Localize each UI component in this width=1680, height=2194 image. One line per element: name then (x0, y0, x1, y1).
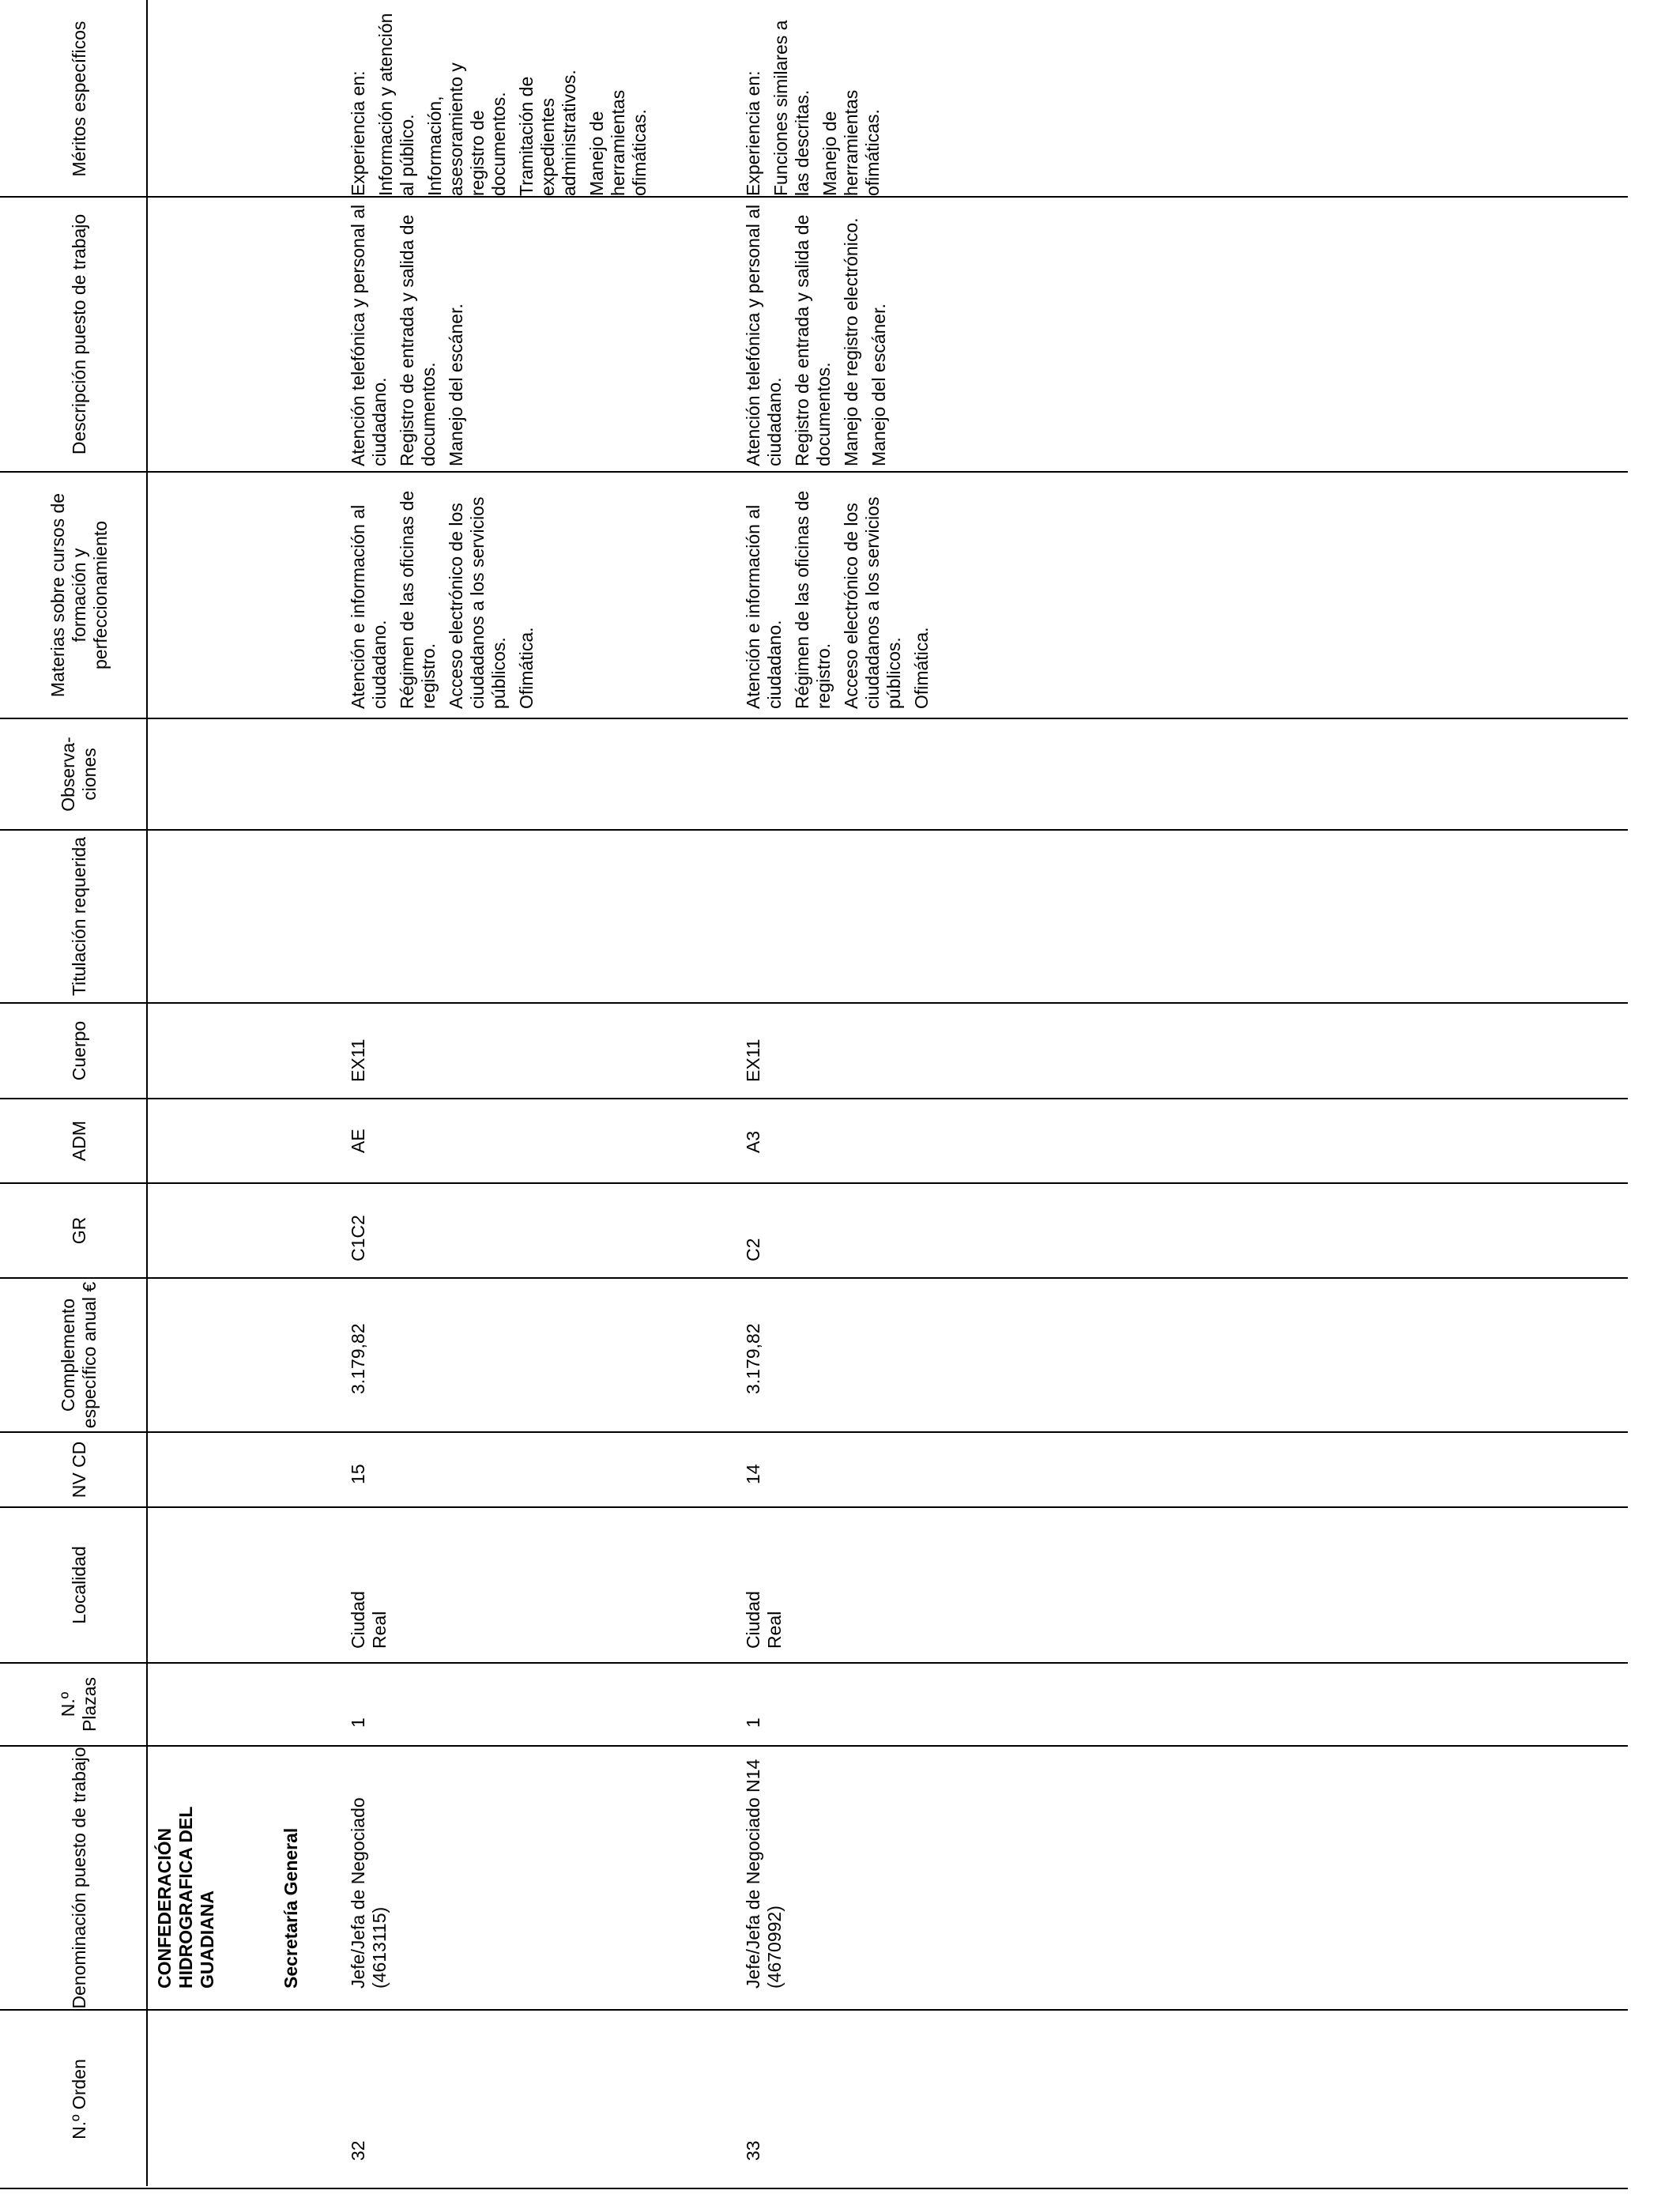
column-divider (0, 1182, 1628, 1184)
list-item: Manejo de registro electrónico. (841, 217, 861, 466)
column-divider (0, 1506, 1628, 1508)
list-item: Régimen de las oficinas de registro. (397, 490, 439, 709)
column-divider (0, 2009, 1628, 2011)
row-32-cuerpo: EX11 (348, 1039, 368, 1082)
header-observaciones: Observa-ciones (58, 737, 100, 812)
list-item: Atención e información al ciudadano. (348, 504, 390, 709)
list-item: Manejo del escáner. (868, 303, 889, 466)
row-32-materias (348, 480, 544, 709)
row-32-orden: 32 (348, 2140, 368, 2161)
row-32-complemento: 3.179,82 (348, 1323, 368, 1394)
column-divider (0, 1098, 1628, 1099)
row-33-plazas: 1 (743, 1717, 763, 1728)
column-divider (0, 829, 1628, 831)
row-33-orden: 33 (743, 2140, 763, 2161)
row-33-grupo: C2 (743, 1238, 763, 1261)
row-33-descripcion (743, 199, 896, 466)
row-32-adm: AE (348, 1129, 368, 1153)
row-32-plazas: 1 (348, 1717, 368, 1728)
header-denominacion: Denominación puesto de trabajo (68, 1747, 89, 2009)
header-materias: Materias sobre cursos de formación y perfeccionamiento (47, 492, 111, 698)
row-32-descripcion (348, 199, 473, 466)
row-33-cuerpo: EX11 (743, 1039, 763, 1082)
row-33-adm: A3 (743, 1130, 763, 1153)
row-32-localidad: Ciudad Real (348, 1591, 390, 1649)
row-33-complemento: 3.179,82 (743, 1323, 763, 1394)
header-grupo: GR (68, 1216, 89, 1245)
list-item: Ofimática. (911, 627, 932, 709)
row-33-materias (743, 480, 939, 709)
list-item: Acceso electrónico de los ciudadanos a los servicios públicos. (841, 496, 904, 709)
header-complemento: Complemento específico anual € (58, 1281, 100, 1429)
list-item: Funciones similares a las descritas. (770, 20, 812, 196)
row-33-meritos (743, 2, 890, 196)
list-item: Atención e información al ciudadano. (743, 504, 785, 709)
list-item: Experiencia en: (743, 70, 763, 196)
header-bottom-border (146, 0, 148, 2186)
header-plazas: N.º Plazas (58, 1676, 100, 1732)
row-32-nivel: 15 (348, 1464, 368, 1484)
list-item: Tramitación de expedientes administrativos. (516, 70, 579, 196)
header-localidad: Localidad (68, 1546, 89, 1624)
list-item: Ofimática. (516, 627, 537, 709)
header-nivel: NV CD (68, 1441, 89, 1498)
list-item: Registro de entrada y salida de documentos. (397, 214, 439, 466)
column-divider (0, 1431, 1628, 1433)
list-item: Régimen de las oficinas de registro. (792, 490, 834, 709)
header-adm: ADM (68, 1120, 89, 1162)
header-descripcion: Descripción puesto de trabajo (68, 213, 89, 455)
header-meritos: Méritos específicos (68, 21, 89, 177)
column-divider (0, 1745, 1628, 1747)
column-divider (0, 471, 1628, 473)
list-item: Manejo de herramientas ofimáticas. (586, 89, 650, 196)
column-divider (0, 1002, 1628, 1004)
column-divider (0, 1662, 1628, 1664)
list-item: Atención telefónica y personal al ciudadano. (348, 204, 390, 466)
list-item: Manejo del escáner. (446, 303, 466, 466)
table-left-border (0, 2188, 1628, 2189)
column-divider (0, 196, 1628, 198)
list-item: Acceso electrónico de los ciudadanos a los servicios públicos. (446, 496, 509, 709)
row-33-nivel: 14 (743, 1464, 763, 1484)
list-item: Información y atención al público. (375, 13, 417, 196)
unidad-heading: Secretaría General (281, 1827, 301, 1989)
header-cuerpo: Cuerpo (68, 1020, 89, 1081)
list-item: Información, asesoramiento y registro de documentos. (424, 62, 509, 196)
column-divider (0, 718, 1628, 719)
list-item: Experiencia en: (348, 70, 368, 196)
list-item: Manejo de herramientas ofimáticas. (819, 89, 883, 196)
row-33-denominacion: Jefe/Jefa de Negociado N14 (4670992) (743, 1759, 785, 1989)
row-32-grupo: C1C2 (348, 1215, 368, 1261)
header-titulacion: Titulación requerida (68, 836, 89, 997)
list-item: Atención telefónica y personal al ciudadano. (743, 204, 785, 466)
row-33-localidad: Ciudad Real (743, 1591, 785, 1649)
row-32-denominacion: Jefe/Jefa de Negociado (4613115) (348, 1797, 390, 1989)
row-32-meritos (348, 2, 657, 196)
organismo-heading: CONFEDERACIÓN HIDROGRAFICA DEL GUADIANA (154, 1807, 217, 1989)
header-orden: N.º Orden (68, 2059, 89, 2139)
column-divider (0, 1277, 1628, 1279)
list-item: Registro de entrada y salida de documentos. (792, 214, 834, 466)
